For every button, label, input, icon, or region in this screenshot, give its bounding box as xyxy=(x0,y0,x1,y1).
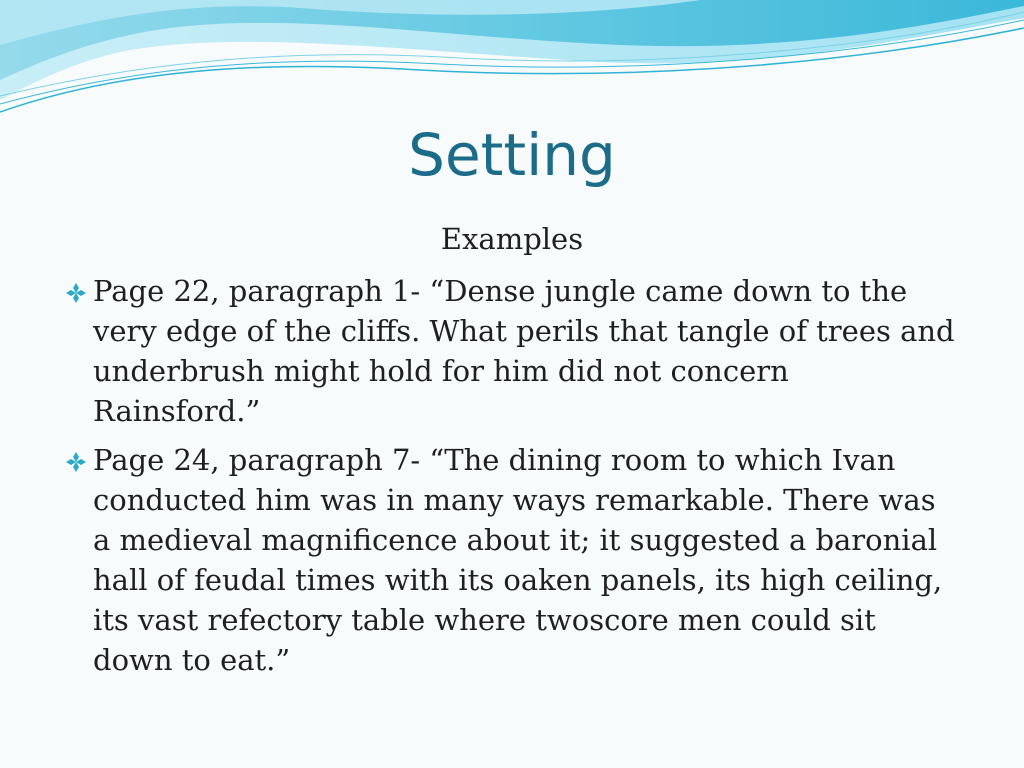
slide-title: Setting xyxy=(408,121,616,189)
bullet-item xyxy=(62,271,962,431)
decorative-wave-header xyxy=(0,0,1024,130)
bullet-text: Page 24, paragraph 7- “The dining room to which Ivan conducted him was in many ways remarkable. There was a medieval magnificence about it; it suggested a baronial hall of feudal times with its oaken panels, its high ceiling, its vast refectory table where twoscore men could sit down to eat.” xyxy=(93,443,943,677)
bullet-list xyxy=(62,271,962,689)
diamond-bullet-icon xyxy=(64,281,88,305)
slide-subtitle: Examples xyxy=(440,222,584,256)
diamond-bullet-icon xyxy=(64,450,88,474)
bullet-item xyxy=(62,440,962,680)
bullet-text: Page 22, paragraph 1- “Dense jungle came down to the very edge of the cliffs. What perils that tangle of trees and underbrush might hold for him did not concern Rainsford.” xyxy=(93,274,955,428)
